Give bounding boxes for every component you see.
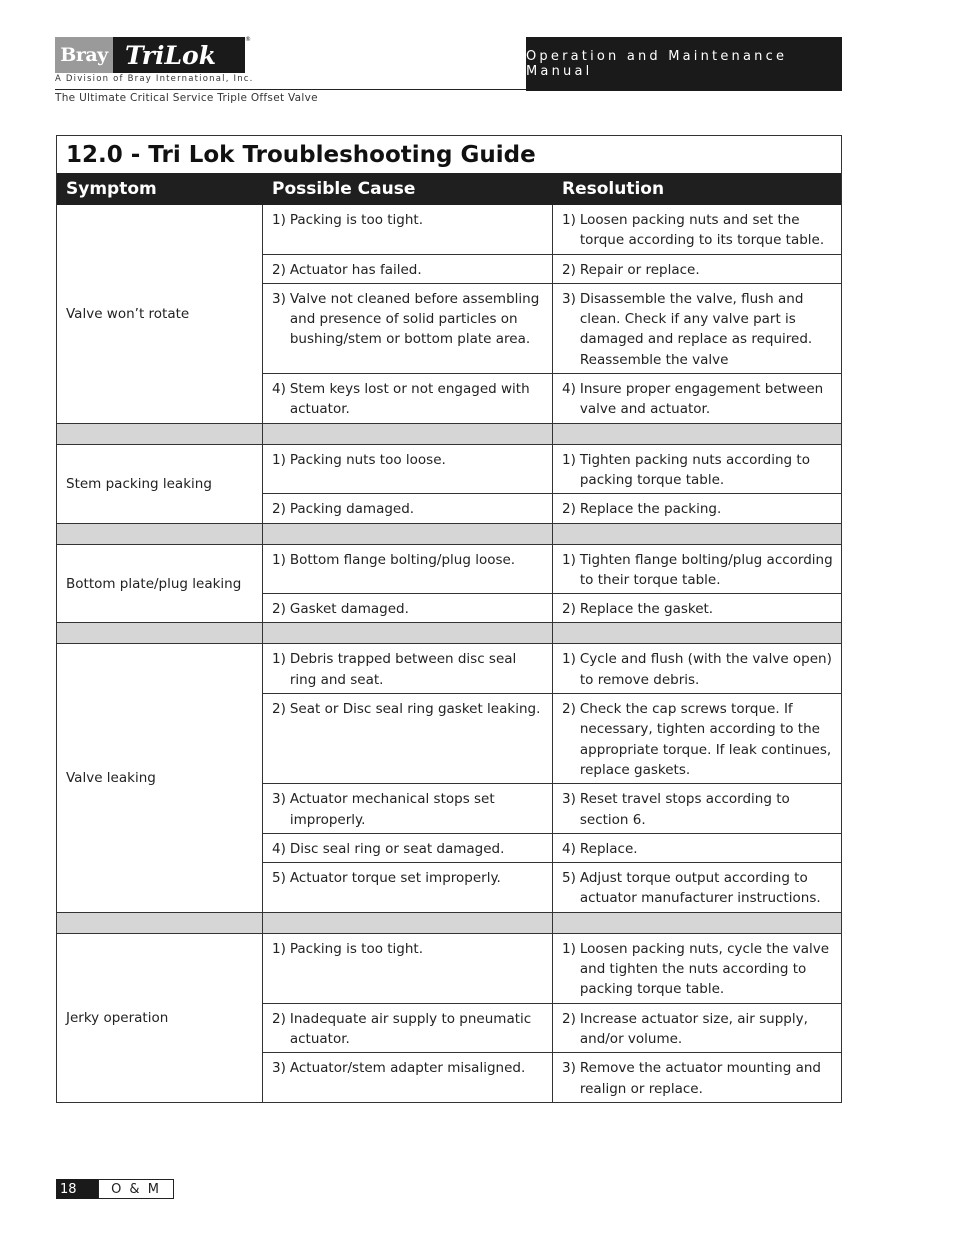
item-text: Actuator has failed. — [289, 261, 422, 278]
item-text: Tighten packing nuts according to packing torque table. — [579, 451, 810, 488]
item-text: Inadequate air supply to pneumatic actuator. — [289, 1010, 532, 1047]
item-text: Cycle and flush (with the valve open) to remove debris. — [579, 651, 832, 688]
resolution-cell — [553, 494, 841, 522]
item-text: Increase actuator size, air supply, and/or volume. — [579, 1010, 808, 1047]
item-text: Seat or Disc seal ring gasket leaking. — [289, 701, 541, 718]
numbered-item — [272, 839, 544, 859]
item-text: Packing nuts too loose. — [289, 451, 446, 468]
separator-cell — [263, 524, 553, 544]
table-row — [263, 373, 841, 423]
symptom-group — [57, 205, 841, 423]
item-text: Check the cap screws torque. If necessary, tighten according to the appropriate torque. If leak continues, replace gaskets. — [579, 701, 832, 778]
symptom-cell: Jerky operation — [57, 934, 263, 1102]
cause-cell — [263, 834, 553, 862]
manual-title: Operation and Maintenance Manual — [526, 37, 842, 91]
item-number: 2) — [562, 261, 576, 278]
table-row — [263, 445, 841, 494]
separator-cell — [553, 913, 841, 933]
numbered-item — [562, 379, 833, 420]
page-footer — [56, 1179, 174, 1199]
item-number: 2) — [272, 701, 286, 718]
resolution-cell — [553, 934, 841, 1003]
numbered-item — [272, 868, 544, 888]
cause-resolution-rows — [263, 644, 841, 911]
item-number: 3) — [562, 791, 576, 808]
numbered-item — [272, 939, 544, 959]
item-text: Tighten flange bolting/plug according to their torque table. — [579, 551, 833, 588]
numbered-item — [562, 789, 833, 830]
resolution-cell — [553, 694, 841, 783]
resolution-cell — [553, 1004, 841, 1053]
item-text: Disassemble the valve, flush and clean. Check if any valve part is damaged and replace as required. Reassemble the valve — [579, 290, 813, 368]
item-text: Replace the gasket. — [579, 601, 714, 618]
cause-cell — [263, 545, 553, 594]
cause-cell — [263, 205, 553, 254]
item-text: Actuator torque set improperly. — [289, 870, 501, 887]
item-number: 1) — [272, 651, 286, 668]
resolution-cell — [553, 644, 841, 693]
numbered-item — [272, 210, 544, 230]
table-row — [263, 862, 841, 912]
separator-cell — [57, 524, 263, 544]
symptom-group — [57, 933, 841, 1102]
item-text: Repair or replace. — [579, 261, 700, 278]
numbered-item — [272, 260, 544, 280]
cause-cell — [263, 284, 553, 373]
table-header — [57, 173, 841, 205]
table-row — [263, 1052, 841, 1102]
item-number: 3) — [272, 290, 286, 307]
cause-cell — [263, 784, 553, 833]
numbered-item — [562, 210, 833, 251]
item-number: 2) — [562, 501, 576, 518]
numbered-item — [272, 649, 544, 690]
item-text: Replace the packing. — [579, 501, 722, 518]
item-number: 5) — [562, 870, 576, 887]
item-text: Valve not cleaned before assembling and presence of solid particles on bushing/stem or bottom plate area. — [289, 290, 540, 348]
item-text: Bottom flange bolting/plug loose. — [289, 551, 516, 568]
table-row — [263, 833, 841, 862]
resolution-cell — [553, 594, 841, 622]
item-number: 2) — [272, 1010, 286, 1027]
numbered-item — [272, 1058, 544, 1078]
separator-cell — [553, 524, 841, 544]
item-number: 3) — [562, 290, 576, 307]
cause-cell — [263, 934, 553, 1003]
numbered-item — [272, 599, 544, 619]
resolution-cell — [553, 445, 841, 494]
item-text: Disc seal ring or seat damaged. — [289, 840, 505, 857]
symptom-cell: Valve leaking — [57, 644, 263, 911]
numbered-item — [562, 599, 833, 619]
numbered-item — [562, 1058, 833, 1099]
numbered-item — [562, 868, 833, 909]
tagline: The Ultimate Critical Service Triple Offset Valve — [55, 92, 318, 104]
separator-cell — [57, 913, 263, 933]
resolution-cell — [553, 205, 841, 254]
item-text: Packing damaged. — [289, 501, 415, 518]
cause-cell — [263, 255, 553, 283]
item-number: 2) — [562, 1010, 576, 1027]
item-text: Packing is too tight. — [289, 212, 424, 228]
item-text: Reset travel stops according to section 6. — [579, 791, 790, 828]
page-number: 18 — [56, 1179, 98, 1199]
resolution-cell — [553, 784, 841, 833]
table-row — [263, 493, 841, 522]
item-number: 3) — [272, 791, 286, 808]
item-number: 1) — [272, 551, 286, 568]
numbered-item — [562, 450, 833, 491]
numbered-item — [272, 289, 544, 350]
item-number: 1) — [272, 451, 286, 468]
item-number: 1) — [562, 212, 576, 228]
resolution-cell — [553, 863, 841, 912]
item-number: 1) — [272, 940, 286, 957]
item-number: 4) — [562, 381, 576, 398]
table-row — [263, 644, 841, 693]
separator-cell — [263, 623, 553, 643]
table-row — [263, 254, 841, 283]
symptom-cell: Valve won’t rotate — [57, 205, 263, 423]
item-number: 1) — [562, 551, 576, 568]
separator-cell — [57, 424, 263, 444]
cause-cell — [263, 863, 553, 912]
numbered-item — [272, 499, 544, 519]
symptom-cell: Stem packing leaking — [57, 445, 263, 523]
numbered-item — [272, 450, 544, 470]
cause-cell — [263, 644, 553, 693]
numbered-item — [562, 649, 833, 690]
column-header-symptom: Symptom — [66, 179, 157, 199]
item-text: Remove the actuator mounting and realign or replace. — [579, 1060, 821, 1097]
numbered-item — [272, 699, 544, 719]
numbered-item — [562, 289, 833, 370]
symptom-cell: Bottom plate/plug leaking — [57, 545, 263, 623]
symptom-group — [57, 444, 841, 523]
brand-logo — [55, 37, 245, 73]
cause-cell — [263, 1053, 553, 1102]
separator-cell — [553, 424, 841, 444]
numbered-item — [562, 260, 833, 280]
group-separator-row — [57, 912, 841, 933]
resolution-cell — [553, 374, 841, 423]
symptom-group — [57, 544, 841, 623]
item-text: Stem keys lost or not engaged with actuator. — [289, 381, 530, 418]
header-divider — [55, 89, 527, 90]
numbered-item — [272, 1009, 544, 1050]
item-text: Adjust torque output according to actuator manufacturer instructions. — [579, 870, 821, 907]
separator-cell — [263, 913, 553, 933]
item-number: 5) — [272, 870, 286, 887]
cause-resolution-rows — [263, 545, 841, 623]
table-row — [263, 593, 841, 622]
item-number: 2) — [562, 701, 576, 718]
item-number: 1) — [562, 651, 576, 668]
table-row — [263, 693, 841, 783]
cause-cell — [263, 445, 553, 494]
item-number: 2) — [272, 501, 286, 518]
numbered-item — [562, 499, 833, 519]
item-text: Loosen packing nuts, cycle the valve and tighten the nuts according to packing torque table. — [579, 940, 830, 998]
numbered-item — [562, 839, 833, 859]
item-text: Gasket damaged. — [289, 601, 409, 618]
item-number: 4) — [562, 840, 576, 857]
item-text: Insure proper engagement between valve and actuator. — [579, 381, 824, 418]
resolution-cell — [553, 834, 841, 862]
item-number: 4) — [272, 840, 286, 857]
numbered-item — [272, 789, 544, 830]
item-number: 4) — [272, 381, 286, 398]
table-row — [263, 283, 841, 373]
item-number: 2) — [272, 601, 286, 618]
resolution-cell — [553, 1053, 841, 1102]
cause-resolution-rows — [263, 934, 841, 1102]
item-text: Actuator mechanical stops set improperly. — [289, 791, 495, 828]
logo-bray-text: Bray — [55, 37, 113, 73]
cause-cell — [263, 694, 553, 783]
troubleshooting-table — [56, 135, 842, 1103]
table-row — [263, 934, 841, 1003]
numbered-item — [562, 699, 833, 780]
numbered-item — [272, 550, 544, 570]
registered-mark: ® — [245, 36, 251, 43]
symptom-group — [57, 643, 841, 911]
column-header-resolution: Resolution — [562, 179, 665, 199]
numbered-item — [562, 1009, 833, 1050]
footer-label: O & M — [98, 1179, 174, 1199]
item-number: 3) — [272, 1060, 286, 1077]
division-text: A Division of Bray International, Inc. — [55, 74, 254, 84]
separator-cell — [263, 424, 553, 444]
item-number: 1) — [272, 212, 286, 228]
cause-resolution-rows — [263, 445, 841, 523]
item-number: 1) — [562, 940, 576, 957]
item-text: Debris trapped between disc seal ring and seat. — [289, 651, 517, 688]
group-separator-row — [57, 423, 841, 444]
item-text: Loosen packing nuts and set the torque according to its torque table. — [579, 212, 825, 249]
group-separator-row — [57, 523, 841, 544]
cause-cell — [263, 594, 553, 622]
numbered-item — [272, 379, 544, 420]
cause-cell — [263, 494, 553, 522]
item-number: 1) — [562, 451, 576, 468]
item-text: Packing is too tight. — [289, 940, 424, 957]
cause-cell — [263, 374, 553, 423]
separator-cell — [57, 623, 263, 643]
table-body — [57, 205, 841, 1102]
separator-cell — [553, 623, 841, 643]
item-number: 3) — [562, 1060, 576, 1077]
cause-resolution-rows — [263, 205, 841, 423]
item-number: 2) — [562, 601, 576, 618]
item-number: 2) — [272, 261, 286, 278]
group-separator-row — [57, 622, 841, 643]
resolution-cell — [553, 255, 841, 283]
item-text: Replace. — [579, 840, 638, 857]
table-row — [263, 545, 841, 594]
page-title: 12.0 - Tri Lok Troubleshooting Guide — [66, 141, 536, 168]
table-row — [263, 1003, 841, 1053]
column-header-cause: Possible Cause — [272, 179, 416, 199]
table-row — [263, 783, 841, 833]
logo-trilok-text: TriLok — [113, 37, 245, 73]
item-text: Actuator/stem adapter misaligned. — [289, 1060, 526, 1077]
table-row — [263, 205, 841, 254]
resolution-cell — [553, 284, 841, 373]
cause-cell — [263, 1004, 553, 1053]
numbered-item — [562, 550, 833, 591]
resolution-cell — [553, 545, 841, 594]
numbered-item — [562, 939, 833, 1000]
